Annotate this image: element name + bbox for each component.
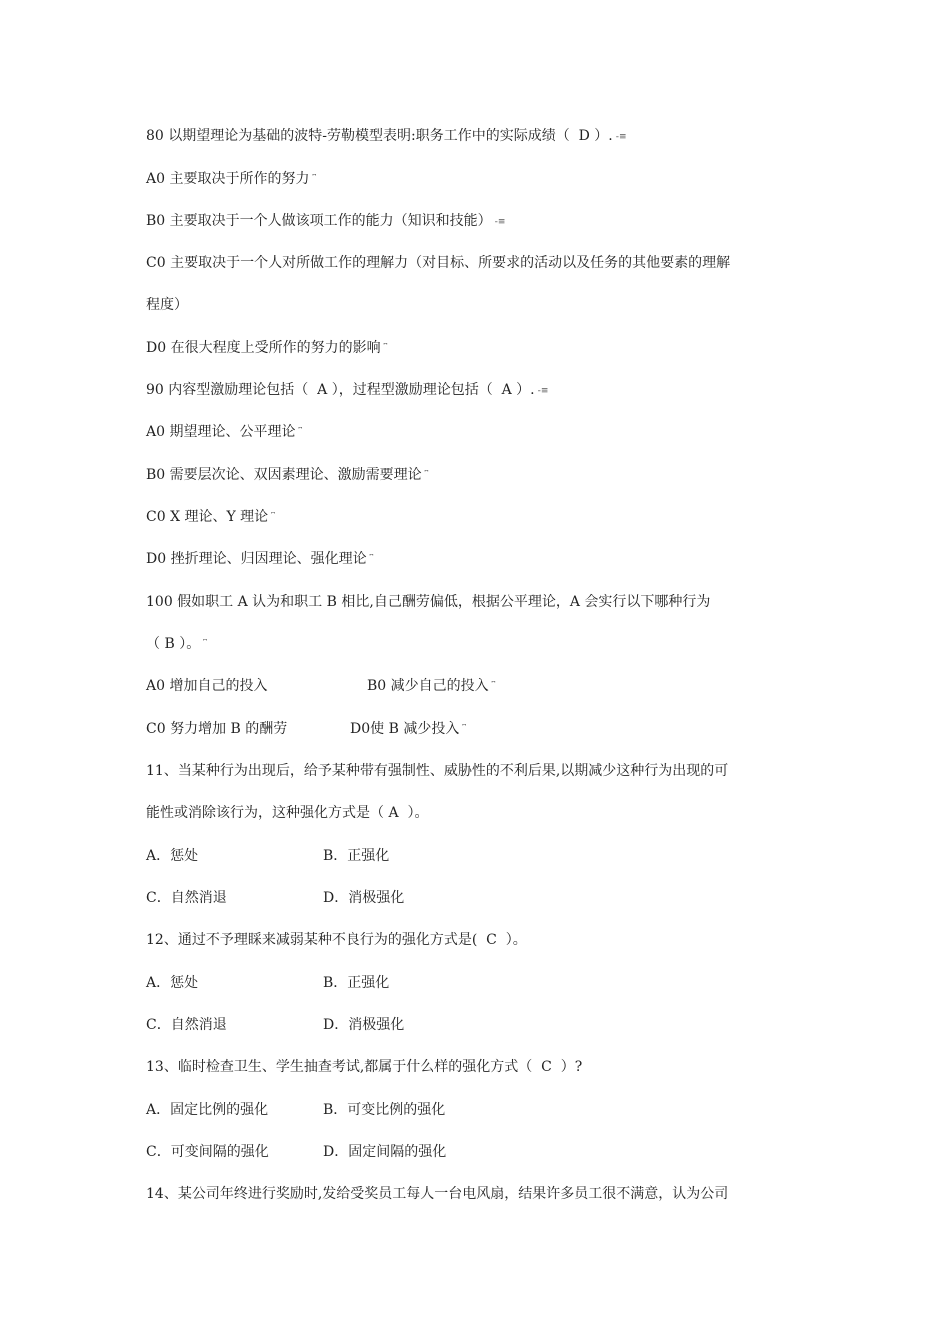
question-8-option-a: A0 主要取决于所作的努力 ⎴ — [146, 169, 316, 190]
question-13-options-row1 — [146, 1100, 446, 1120]
question-9-option-b: B0 需要层次论、双因素理论、激励需要理论 ⎴ — [146, 465, 428, 486]
question-8-option-c-line2: 程度） — [146, 297, 188, 313]
paragraph-mark-icon: -≡ — [615, 132, 627, 142]
question-12-option-d: D．消极强化 — [323, 1017, 405, 1033]
question-8-option-b: B0 主要取决于一个人做该项工作的能力（知识和技能） -≡ — [146, 211, 505, 232]
question-10-options-row2 — [146, 719, 466, 739]
question-13-stem: 13、临时检查卫生、学生抽查考试,都属于什么样的强化方式（ C ）? — [146, 1059, 583, 1075]
question-9-option-a: A0 期望理论、公平理论 ⎴ — [146, 422, 302, 443]
question-11-option-d: D．消极强化 — [323, 890, 405, 906]
question-10-stem-line2: （ B ）。 ⎴ — [146, 634, 207, 655]
question-13-options-row2 — [146, 1142, 447, 1162]
line-break-mark-icon: ⎴ — [203, 640, 207, 650]
question-8-option-c-line1: C0 主要取决于一个人对所做工作的理解力（对目标、所要求的活动以及任务的其他要素的理解 — [146, 255, 731, 271]
question-11-options-row2 — [146, 888, 405, 908]
question-8-option-d: D0 在很大程度上受所作的努力的影响 ⎴ — [146, 338, 387, 359]
line-break-mark-icon: ⎴ — [298, 428, 303, 438]
question-12-option-b: B．正强化 — [323, 975, 390, 991]
question-10-option-d: D0使 B 减少投入 — [350, 721, 460, 737]
line-break-mark-icon: ⎴ — [462, 725, 466, 735]
question-12-stem: 12、通过不予理睬来减弱某种不良行为的强化方式是( C ）。 — [146, 932, 527, 948]
line-break-mark-icon: ⎴ — [424, 471, 429, 481]
question-9-option-c: C0 X 理论、Y 理论 ⎴ — [146, 507, 275, 528]
question-11-stem-line2: 能性或消除该行为，这种强化方式是（ A ）。 — [146, 805, 429, 821]
line-break-mark-icon: ⎴ — [271, 513, 275, 523]
paragraph-mark-icon: -≡ — [537, 386, 549, 396]
question-11-stem-line1: 11、当某种行为出现后，给予某种带有强制性、威胁性的不利后果,以期减少这种行为出现的可 — [146, 763, 729, 779]
question-10-option-a: A0 增加自己的投入 — [146, 678, 268, 694]
question-9-option-d: D0 挫折理论、归因理论、强化理论 ⎴ — [146, 549, 373, 570]
question-12-option-c: C．自然消退 — [146, 1017, 227, 1033]
question-11-option-a: A．惩处 — [146, 848, 199, 864]
paragraph-mark-icon: -≡ — [494, 217, 506, 227]
question-10-option-b: B0 减少自己的投入 — [367, 678, 489, 694]
question-10-options-row1 — [146, 676, 496, 696]
question-9-stem: 90 内容型激励理论包括（ A ），过程型激励理论包括（ A ）. -≡ — [146, 380, 548, 401]
question-13-option-a: A．固定比例的强化 — [146, 1102, 269, 1118]
question-12-options-row2 — [146, 1015, 405, 1035]
question-10-option-c: C0 努力增加 B 的酬劳 — [146, 721, 288, 737]
question-11-option-c: C．自然消退 — [146, 890, 227, 906]
line-break-mark-icon: ⎴ — [312, 175, 317, 185]
question-11-option-b: B．正强化 — [323, 848, 390, 864]
question-12-option-a: A．惩处 — [146, 975, 199, 991]
question-12-options-row1 — [146, 973, 390, 993]
question-10-option-d-wrap — [350, 719, 466, 740]
line-break-mark-icon: ⎴ — [491, 682, 496, 692]
question-11-options-row1 — [146, 846, 390, 866]
question-13-option-c: C．可变间隔的强化 — [146, 1144, 269, 1160]
question-13-option-d: D．固定间隔的强化 — [323, 1144, 447, 1160]
question-10-stem-line1: 100 假如职工 A 认为和职工 B 相比,自己酬劳偏低，根据公平理论，A 会实行以下哪种行为 — [146, 594, 711, 610]
question-10-option-b-wrap — [367, 676, 495, 697]
line-break-mark-icon: ⎴ — [383, 344, 388, 354]
question-14-stem-line1: 14、某公司年终进行奖励时,发给受奖员工每人一台电风扇，结果许多员工很不满意，认为公司 — [146, 1186, 729, 1202]
line-break-mark-icon: ⎴ — [369, 555, 374, 565]
question-13-option-b: B．可变比例的强化 — [323, 1102, 446, 1118]
question-8-stem: 80 以期望理论为基础的波特-劳勒模型表明:职务工作中的实际成绩（ D ）. -≡ — [146, 126, 627, 147]
